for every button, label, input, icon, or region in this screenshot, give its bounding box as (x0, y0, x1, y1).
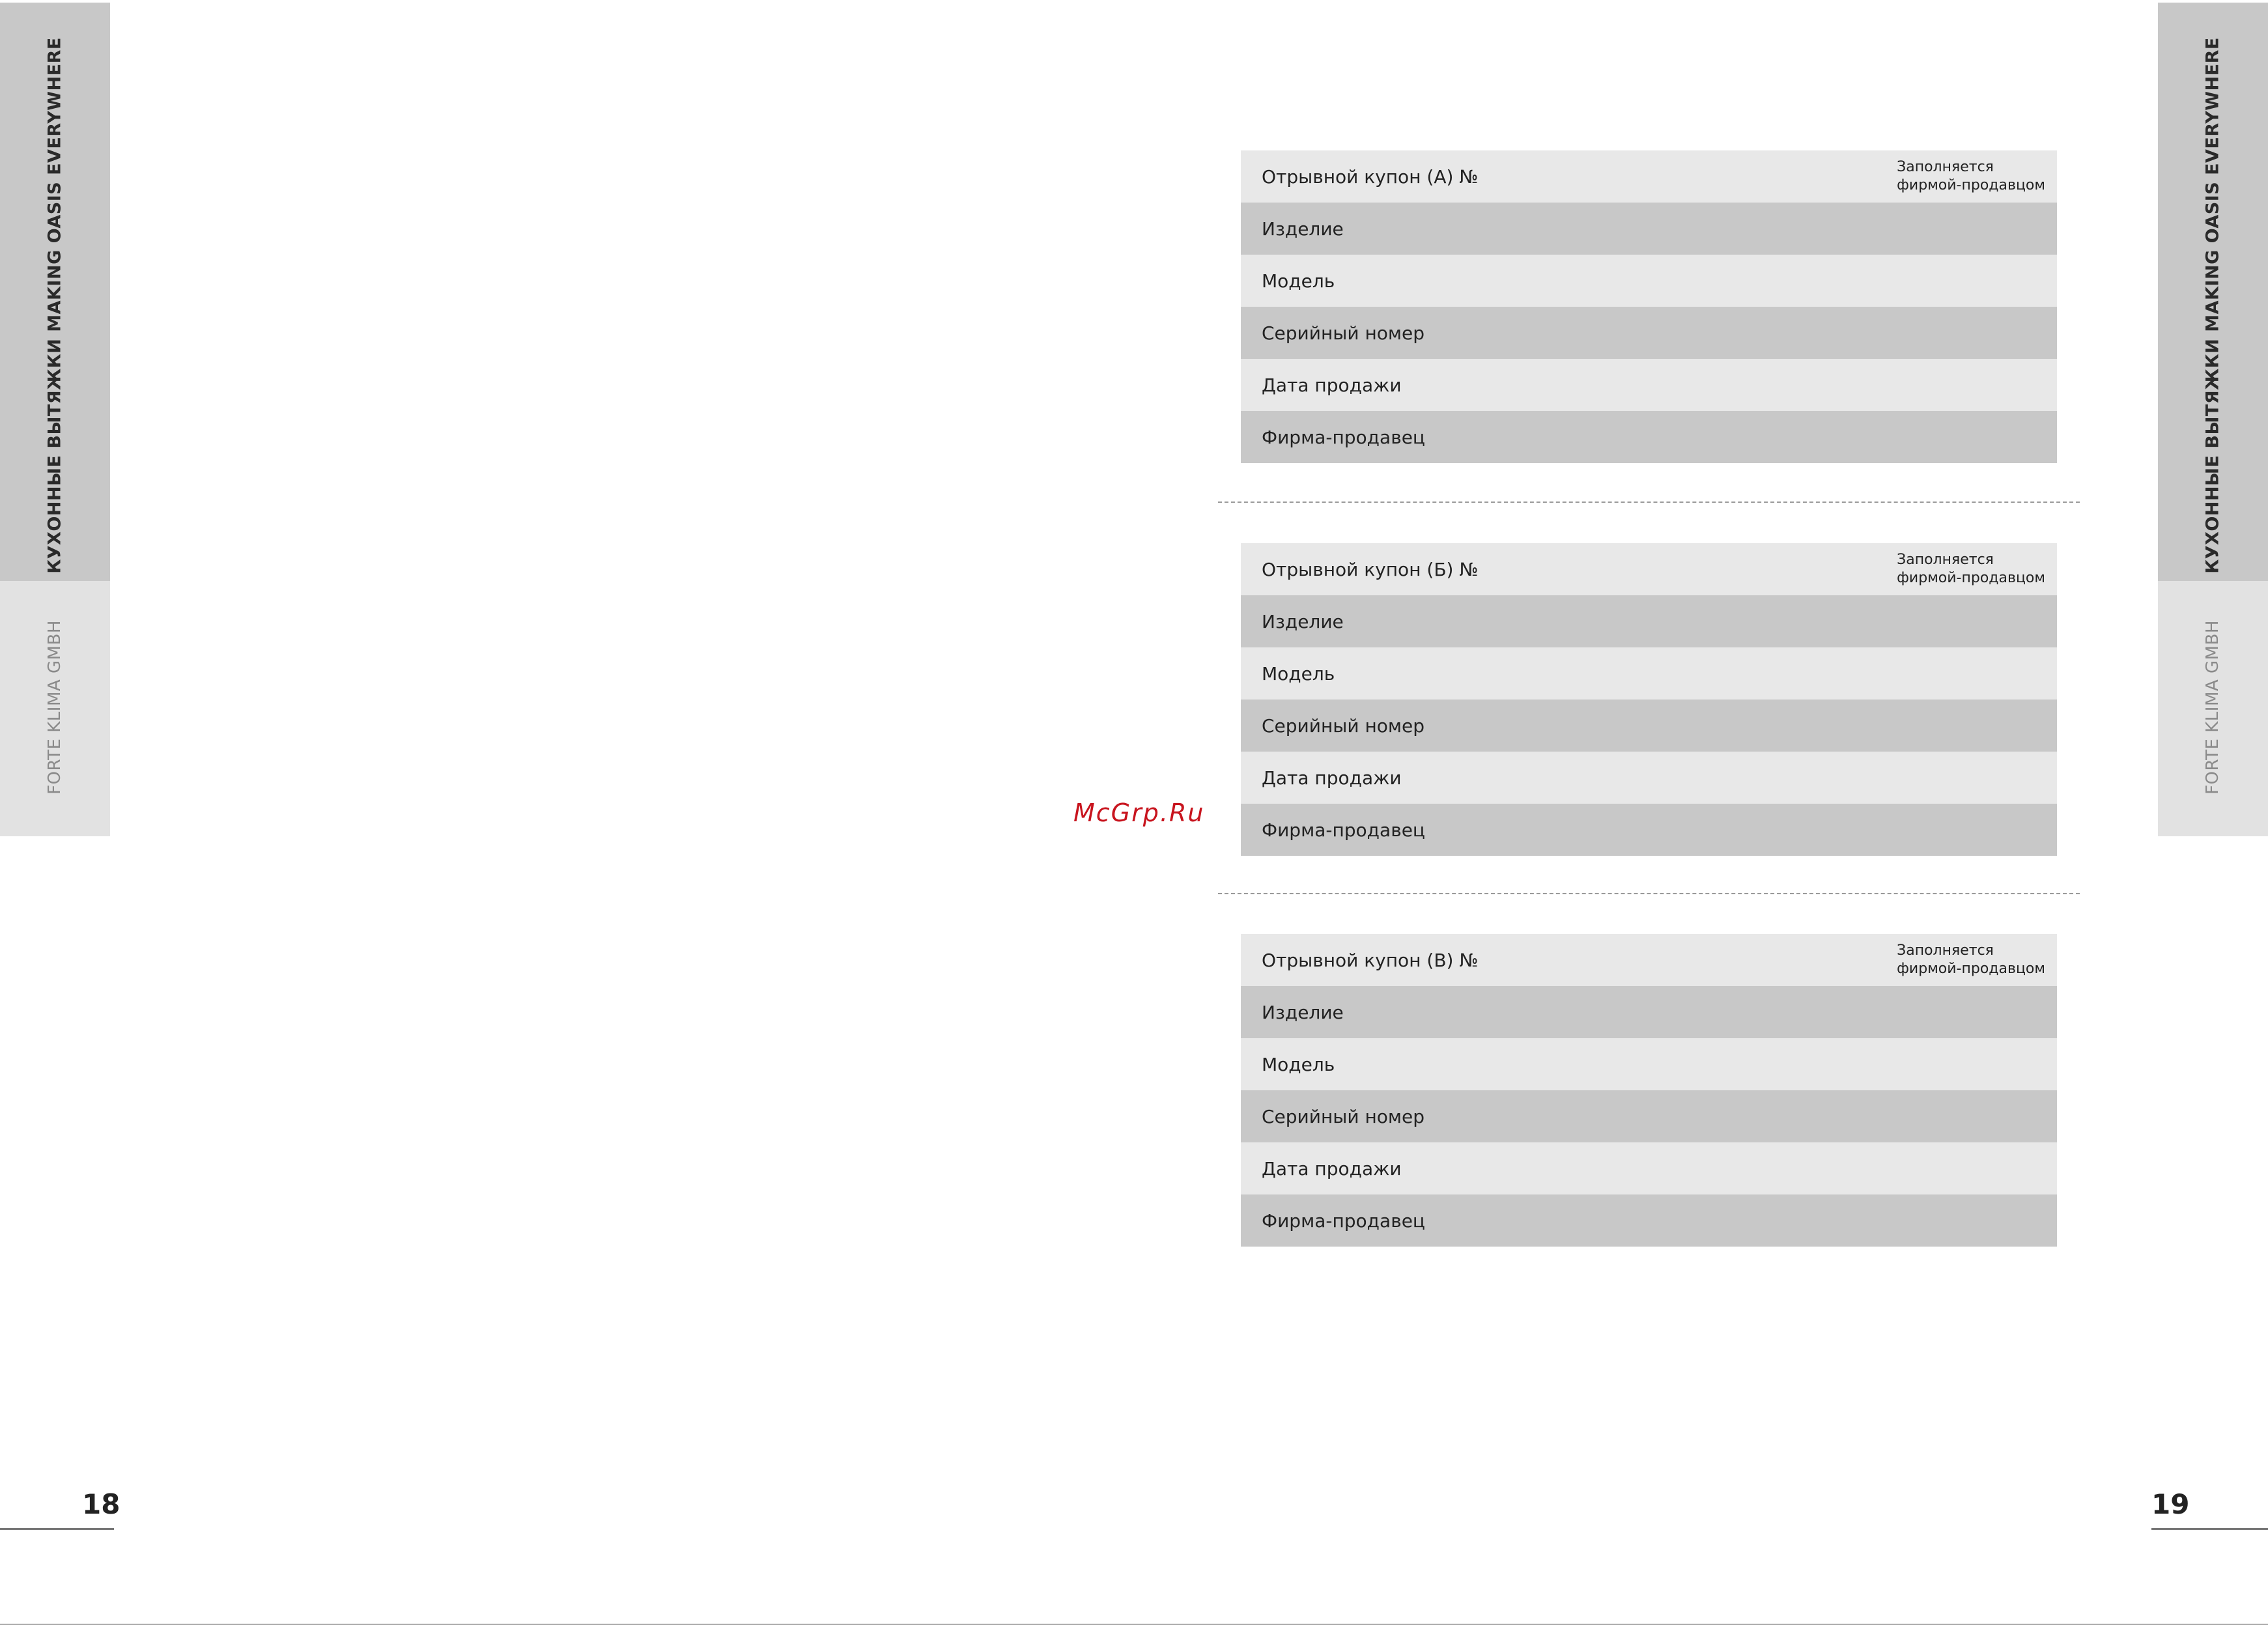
coupon-a-header (1241, 150, 2057, 203)
coupon-b-field-sale-date[interactable] (1241, 752, 2057, 804)
field-label: Фирма-продавец (1262, 819, 1425, 841)
coupon-v-title: Отрывной купон (В) № (1262, 949, 1479, 971)
page-rule-right (2151, 1528, 2268, 1530)
coupon-b-field-seller[interactable] (1241, 804, 2057, 856)
coupon-v-field-serial[interactable] (1241, 1090, 2057, 1142)
coupon-a-note-line1: Заполняется (1897, 159, 1994, 175)
field-label: Серийный номер (1262, 1105, 1425, 1127)
field-label: Дата продажи (1262, 767, 1402, 789)
field-label: Фирма-продавец (1262, 426, 1425, 448)
coupon-b (1241, 543, 2057, 856)
right-side-tab-company-band (2158, 581, 2268, 836)
field-label: Серийный номер (1262, 322, 1425, 344)
left-side-tab-company-band (0, 581, 110, 836)
coupon-a-field-serial[interactable] (1241, 307, 2057, 359)
field-label: Фирма-продавец (1262, 1209, 1425, 1232)
tear-line-2 (1218, 893, 2080, 894)
left-side-title: КУХОННЫЕ ВЫТЯЖКИ MAKING OASIS EVERYWHERE (44, 37, 65, 574)
field-label: Модель (1262, 662, 1335, 685)
coupon-a-field-seller[interactable] (1241, 411, 2057, 463)
coupon-v-field-model[interactable] (1241, 1038, 2057, 1090)
field-label: Модель (1262, 270, 1335, 292)
page-rule-left (0, 1528, 114, 1530)
coupon-a-field-model[interactable] (1241, 255, 2057, 307)
coupon-a-note (1897, 158, 2045, 195)
coupon-a-note-line2: фирмой-продавцом (1897, 177, 2045, 193)
field-label: Изделие (1262, 610, 1344, 632)
field-label: Изделие (1262, 1001, 1344, 1023)
coupon-a-field-sale-date[interactable] (1241, 359, 2057, 411)
coupon-b-field-product[interactable] (1241, 595, 2057, 647)
tear-line-1 (1218, 502, 2080, 503)
coupon-b-header (1241, 543, 2057, 595)
coupon-b-title: Отрывной купон (Б) № (1262, 558, 1479, 580)
coupon-b-note-line2: фирмой-продавцом (1897, 570, 2045, 586)
coupon-b-note-line1: Заполняется (1897, 552, 1994, 568)
coupon-b-note (1897, 551, 2045, 587)
coupon-v (1241, 934, 2057, 1247)
coupon-v-field-product[interactable] (1241, 986, 2057, 1038)
right-side-tab-title-band (2158, 3, 2268, 581)
coupon-a-title: Отрывной купон (А) № (1262, 165, 1479, 188)
coupon-v-note (1897, 942, 2045, 978)
field-label: Дата продажи (1262, 1157, 1402, 1180)
coupon-v-field-sale-date[interactable] (1241, 1142, 2057, 1194)
field-label: Дата продажи (1262, 374, 1402, 396)
field-label: Изделие (1262, 218, 1344, 240)
field-label: Серийный номер (1262, 714, 1425, 737)
coupon-v-header (1241, 934, 2057, 986)
left-side-tab-title-band (0, 3, 110, 581)
coupon-v-note-line2: фирмой-продавцом (1897, 961, 2045, 977)
coupon-b-field-model[interactable] (1241, 647, 2057, 699)
coupon-b-field-serial[interactable] (1241, 699, 2057, 752)
right-company-name: FORTE KLIMA GMBH (2203, 620, 2222, 795)
left-company-name: FORTE KLIMA GMBH (45, 620, 64, 795)
page-number-left: 18 (82, 1488, 120, 1520)
watermark-text: McGrp.Ru (1073, 798, 1205, 827)
page-number-right: 19 (2151, 1488, 2190, 1520)
coupon-v-field-seller[interactable] (1241, 1194, 2057, 1247)
coupon-a (1241, 150, 2057, 463)
coupon-a-field-product[interactable] (1241, 203, 2057, 255)
coupon-v-note-line1: Заполняется (1897, 942, 1994, 959)
field-label: Модель (1262, 1053, 1335, 1075)
right-side-title: КУХОННЫЕ ВЫТЯЖКИ MAKING OASIS EVERYWHERE (2202, 37, 2223, 574)
